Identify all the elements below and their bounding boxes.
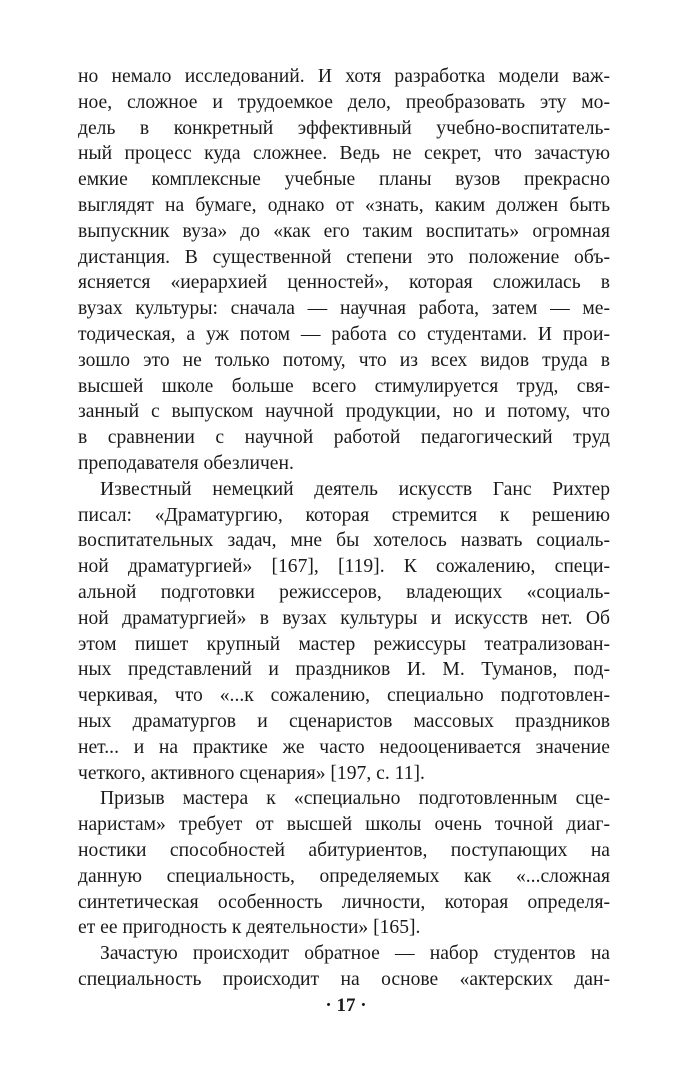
- text-line: наристам» требует от высшей школы очень точной диаг-: [78, 814, 610, 836]
- text-line: емкие комплексные учебные планы вузов прекрасно: [78, 169, 610, 191]
- text-line: дель в конкретный эффективный учебно-воспитатель-: [78, 117, 610, 139]
- text-line: ностики способностей абитуриентов, поступающих на: [78, 839, 610, 861]
- text-line: тодическая, а уж потом — работа со студентами. И прои-: [78, 323, 610, 345]
- text-line: Зачастую происходит обратное — набор студентов на: [100, 943, 610, 965]
- text-line: ясняется «иерархией ценностей», которая сложилась в: [78, 272, 610, 294]
- page-number: · 17 ·: [325, 995, 367, 1016]
- text-line: ной драматургией» [167], [119]. К сожалению, специ-: [78, 556, 610, 578]
- text-line: черкивая, что «...к сожалению, специально подготовлен-: [78, 685, 610, 707]
- paragraph: [78, 786, 610, 941]
- text-line: зошло это не только потому, что из всех видов труда в: [78, 349, 610, 371]
- paragraph: [78, 941, 610, 993]
- text-line: дистанция. В существенной степени это положение объ-: [78, 246, 610, 268]
- text-line: четкого, активного сценария» [197, с. 11].: [78, 762, 425, 784]
- text-line: воспитательных задач, мне бы хотелось назвать социаль-: [78, 530, 610, 552]
- text-line: Призыв мастера к «специально подготовленным сце-: [100, 788, 610, 810]
- paragraph: [78, 64, 610, 477]
- text-line: занный с выпуском научной продукции, но и потому, что: [78, 401, 610, 423]
- text-line: ных драматургов и сценаристов массовых праздников: [78, 710, 610, 732]
- text-line: выпускник вуза» до «как его таким воспитать» огромная: [78, 220, 610, 242]
- text-line: в сравнении с научной работой педагогический труд: [78, 427, 610, 449]
- text-line: ной драматургией» в вузах культуры и искусств нет. Об: [78, 607, 610, 629]
- text-line: специальность происходит на основе «актерских дан-: [78, 968, 610, 990]
- text-line: выглядят на бумаге, однако от «знать, каким должен быть: [78, 194, 610, 216]
- text-line: альной подготовки режиссеров, владеющих «социаль-: [78, 581, 610, 603]
- text-line: вузах культуры: сначала — научная работа, затем — ме-: [78, 298, 610, 320]
- text-line: писал: «Драматургию, которая стремится к решению: [78, 504, 610, 526]
- text-line: ных представлений и праздников И. М. Туманов, под-: [78, 659, 610, 681]
- text-line: нет... и на практике же часто недооценивается значение: [78, 736, 610, 758]
- text-line: высшей школе больше всего стимулируется труд, свя-: [78, 375, 610, 397]
- text-line: ное, сложное и трудоемкое дело, преобразовать эту мо-: [78, 91, 610, 113]
- page-body: [78, 64, 610, 993]
- text-line: этом пишет крупный мастер режиссуры театрализован-: [78, 633, 610, 655]
- text-line: ет ее пригодность к деятельности» [165].: [78, 917, 421, 939]
- text-line: преподавателя обезличен.: [78, 452, 294, 474]
- text-line: данную специальность, определяемых как «...сложная: [78, 865, 610, 887]
- text-line: ный процесс куда сложнее. Ведь не секрет, что зачастую: [78, 143, 610, 165]
- text-line: Известный немецкий деятель искусств Ганс Рихтер: [100, 478, 610, 500]
- text-line: но немало исследований. И хотя разработка модели важ-: [78, 66, 610, 87]
- paragraph: [78, 477, 610, 787]
- text-line: синтетическая особенность личности, которая определя-: [78, 891, 610, 913]
